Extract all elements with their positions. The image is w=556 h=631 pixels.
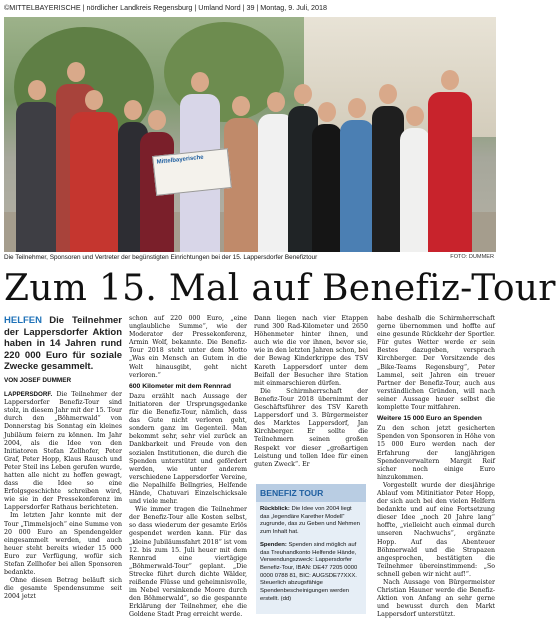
paragraph: schon auf 220 000 Euro, „eine unglaubliche Summe“, wie der Moderator der Pressekonferenz, Armin Wolf, bekannte. Die Benefiz-Tour 2018 steht unter dem Motto „Was ein Mensch an Gutem in die Welt hinausgibt, geht nicht verloren.“ — [129, 315, 247, 379]
subheading: Weitere 15 000 Euro an Spenden — [377, 415, 482, 423]
person — [400, 128, 430, 252]
group-photo — [4, 17, 496, 252]
sign-text: Mittelbayerische — [156, 154, 204, 166]
person — [312, 124, 342, 252]
paragraph: Ohne diesen Betrag beläuft sich die gesamte Spendensumme seit 2004 jetzt — [4, 577, 122, 601]
paragraph: Die Schirmherrschaft der Benefiz-Tour 2018 übernimmt der Geschäftsführer des TSV Kareth Lappersdorf und 3. Bürgermeister des Marktes Lappersdorf, Jan Kirchberger. Er sollte die Teilnehmern seinen großen Respekt vor dieser „großartigen Leistung und tollen Idee für einen guten Zweck“. Er — [254, 387, 368, 468]
column-3 — [254, 315, 368, 469]
paragraph: Die Teilnehmer der Lappersdorfer Benefiz-Tour sind stolz, in diesem Jahr mit der 15. Tour durch den „Böhmerwald“ von Donnerstag bis Sonntag ein kleines Jubiläum feiern zu können. Im Jahr 2004, als die Idee von den Initiatoren Stefan Zellhofer, Peter Graf, Peter Hopp, Klaus Rausch und Peter Steil ins Leben gerufen wurde, hatten alle nicht zu hoffen gewagt, dass die Idee so eine Erfolgsgeschichte schreiben wird, wie sie in der Pressekonferenz im Lappersdorfer Rathaus berichteten. — [4, 391, 122, 512]
dateline: LAPPERSDORF. — [4, 391, 53, 399]
lead — [4, 315, 122, 373]
info-box-spenden: Spenden: Spenden sind möglich auf das Treuhandkonto Helfende Hände, Verwendungszweck: Lappersdorfer Benefiz-Tour, IBAN: DE47 7205 0000 0000 0788 81, BIC: AUGSDE77XXX. Steuerlich abzugsfähige Spendenbescheinigungen werden erstellt. (dd) — [260, 541, 358, 602]
headline: Zum 15. Mal auf Benefiz-Tour — [4, 268, 556, 309]
person — [16, 102, 58, 252]
subheading: 600 Kilometer mit dem Rennrad — [129, 382, 231, 390]
photo-caption: Die Teilnehmer, Sponsoren und Vertreter der begünstigten Einrichtungen bei der 15. Lappersdorfer Benefiztour — [4, 254, 318, 261]
paragraph: Dann liegen nach vier Etappen rund 300 Rad-Kilometer und 2650 Höhenmeter hinter ihnen, und auch wie die vor ihnen, bevor sie, wie in den letzten Jahren schon, bei der Bewag Kinderkrippe des TSV Kareth Lappersdorf unter dem Beifall der Besucher ihre Station mit einmarschieren dürfen. — [254, 315, 368, 387]
paragraph: Dazu erzählt nach Aussage der Initiatoren der Ursprungsgedanke für die Benefiz-Tour, nämlich, dass das Gute nicht verloren geht, sondern ganz im Gegenteil. Man bekommt sehr, sehr viel zurück an Dankbarkeit und Freude von den sozialen Institutionen, die durch die Spenden unterstützt und gefördert werden, wie unter anderem verschiedene Lappersdorfer Vereine, die Nepalhilfe Bellngries, Helfende Hände, Chatuvari Einzelschicksale und viele mehr. — [129, 392, 247, 506]
paragraph: Nach Aussage von Bürgermeister Christian Hauner werde die Benefiz-Aktion von Anfang an sehr gerne und bewusst durch den Markt Lappersdorf unterstützt. — [377, 579, 495, 619]
paragraph: Wie immer tragen die Teilnehmer der Benefiz-Tour alle Kosten selbst, so dass wiederum der gesamte Erlös gespendet werden kann. Für das „kleine Jubiläumsfahrt 2018“ ist vom 12. bis zum 15. Juli heuer mit dem Rennrad eine viertägige „Böhmerwald-Tour“ geplant. „Die Strecke führt durch dichte Wälder, reißende Flüsse und geheimnisvolle, im Nebel versinkende Moore durch den Böhmerwald“, so die gespannte Erklärung der Teilnehmer, ehe die Goldene Stadt Prag erreicht werde. — [129, 506, 247, 619]
column-4 — [377, 315, 495, 619]
paragraph: Vorgestellt wurde der diesjährige Ablauf vom Mitinitiator Peter Hopp, der sich auch bei den vielen Helfern bedankte und auf eine Fortsetzung dieser Idee „noch 20 Jahre lang“ hoffte, „vielleicht auch einmal durch unseren Nachwuchs“, ergänzte Hopp. Auf das Abenteuer Böhmerwald und die Strapazen angesprochen, bestätigten die Teilnehmer übereinstimmend: „So schnell geben wir nicht auf!“. — [377, 481, 495, 578]
info-box — [256, 484, 366, 614]
paragraph: Im letzten Jahr konnte mit der Tour „Timmelsjoch“ eine Summe von 20 000 Euro an Spendengelder eingesammelt werden, und auch heuer steht bereits wieder 15 000 Euro zur Verfügung, wofür sich Stefan Zellhofer bei allen Sponsoren bedankte. — [4, 512, 122, 577]
column-2 — [129, 315, 247, 619]
person — [340, 120, 374, 252]
person — [428, 92, 472, 252]
person — [70, 112, 118, 252]
info-box-title: BENEFIZ TOUR — [256, 484, 366, 502]
column-1 — [4, 315, 122, 602]
author-line: VON JOSEF DUMMER — [4, 376, 72, 384]
paragraph: habe deshalb die Schirmherrschaft gerne übernommen und hoffte auf eine gesunde Rückkehr der Sportler. Für gutes Wetter werde er sein Bestes dazugeben, versprach Kirchberger. Der Vorsitzende des „Bike-Teams Regensburg“, Peter Lammel, seit Jahren ein treuer Partner der Benefiz-Tour, auch aus verständlichen Gründen, will nach seiner Aussage heuer selbst die komplette Tour mitfahren. — [377, 315, 495, 412]
paragraph: Zu den schon jetzt gesicherten Spenden von Sponsoren in Höhe von 15 000 Euro werden nach der Erfahrung der langjährigen Spendenverwaltern Margit Reif sicher noch einige Euro hinzukommen. — [377, 425, 495, 481]
info-box-body — [256, 502, 366, 607]
lead-text: Die Teilnehmer der Lappersdorfer Aktion haben in 14 Jahren rund 220 000 Euro für soziale Zwecke gesammelt. — [4, 315, 122, 373]
donation-sign — [152, 148, 232, 196]
info-box-rueckblick: Rückblick: Die Idee von 2004 liegt das „legendäre Karether Modell“ zugrunde, das zu Geben und Nehmen zum Inhalt hat. — [260, 506, 360, 536]
lead-kicker: HELFEN — [4, 315, 42, 326]
photo-credit: FOTO: DUMMER — [450, 254, 494, 260]
page-header: ©MITTELBAYERISCHE | nördlicher Landkreis Regensburg | Umland Nord | 39 | Montag, 9. Juli, 2018 — [4, 3, 328, 12]
